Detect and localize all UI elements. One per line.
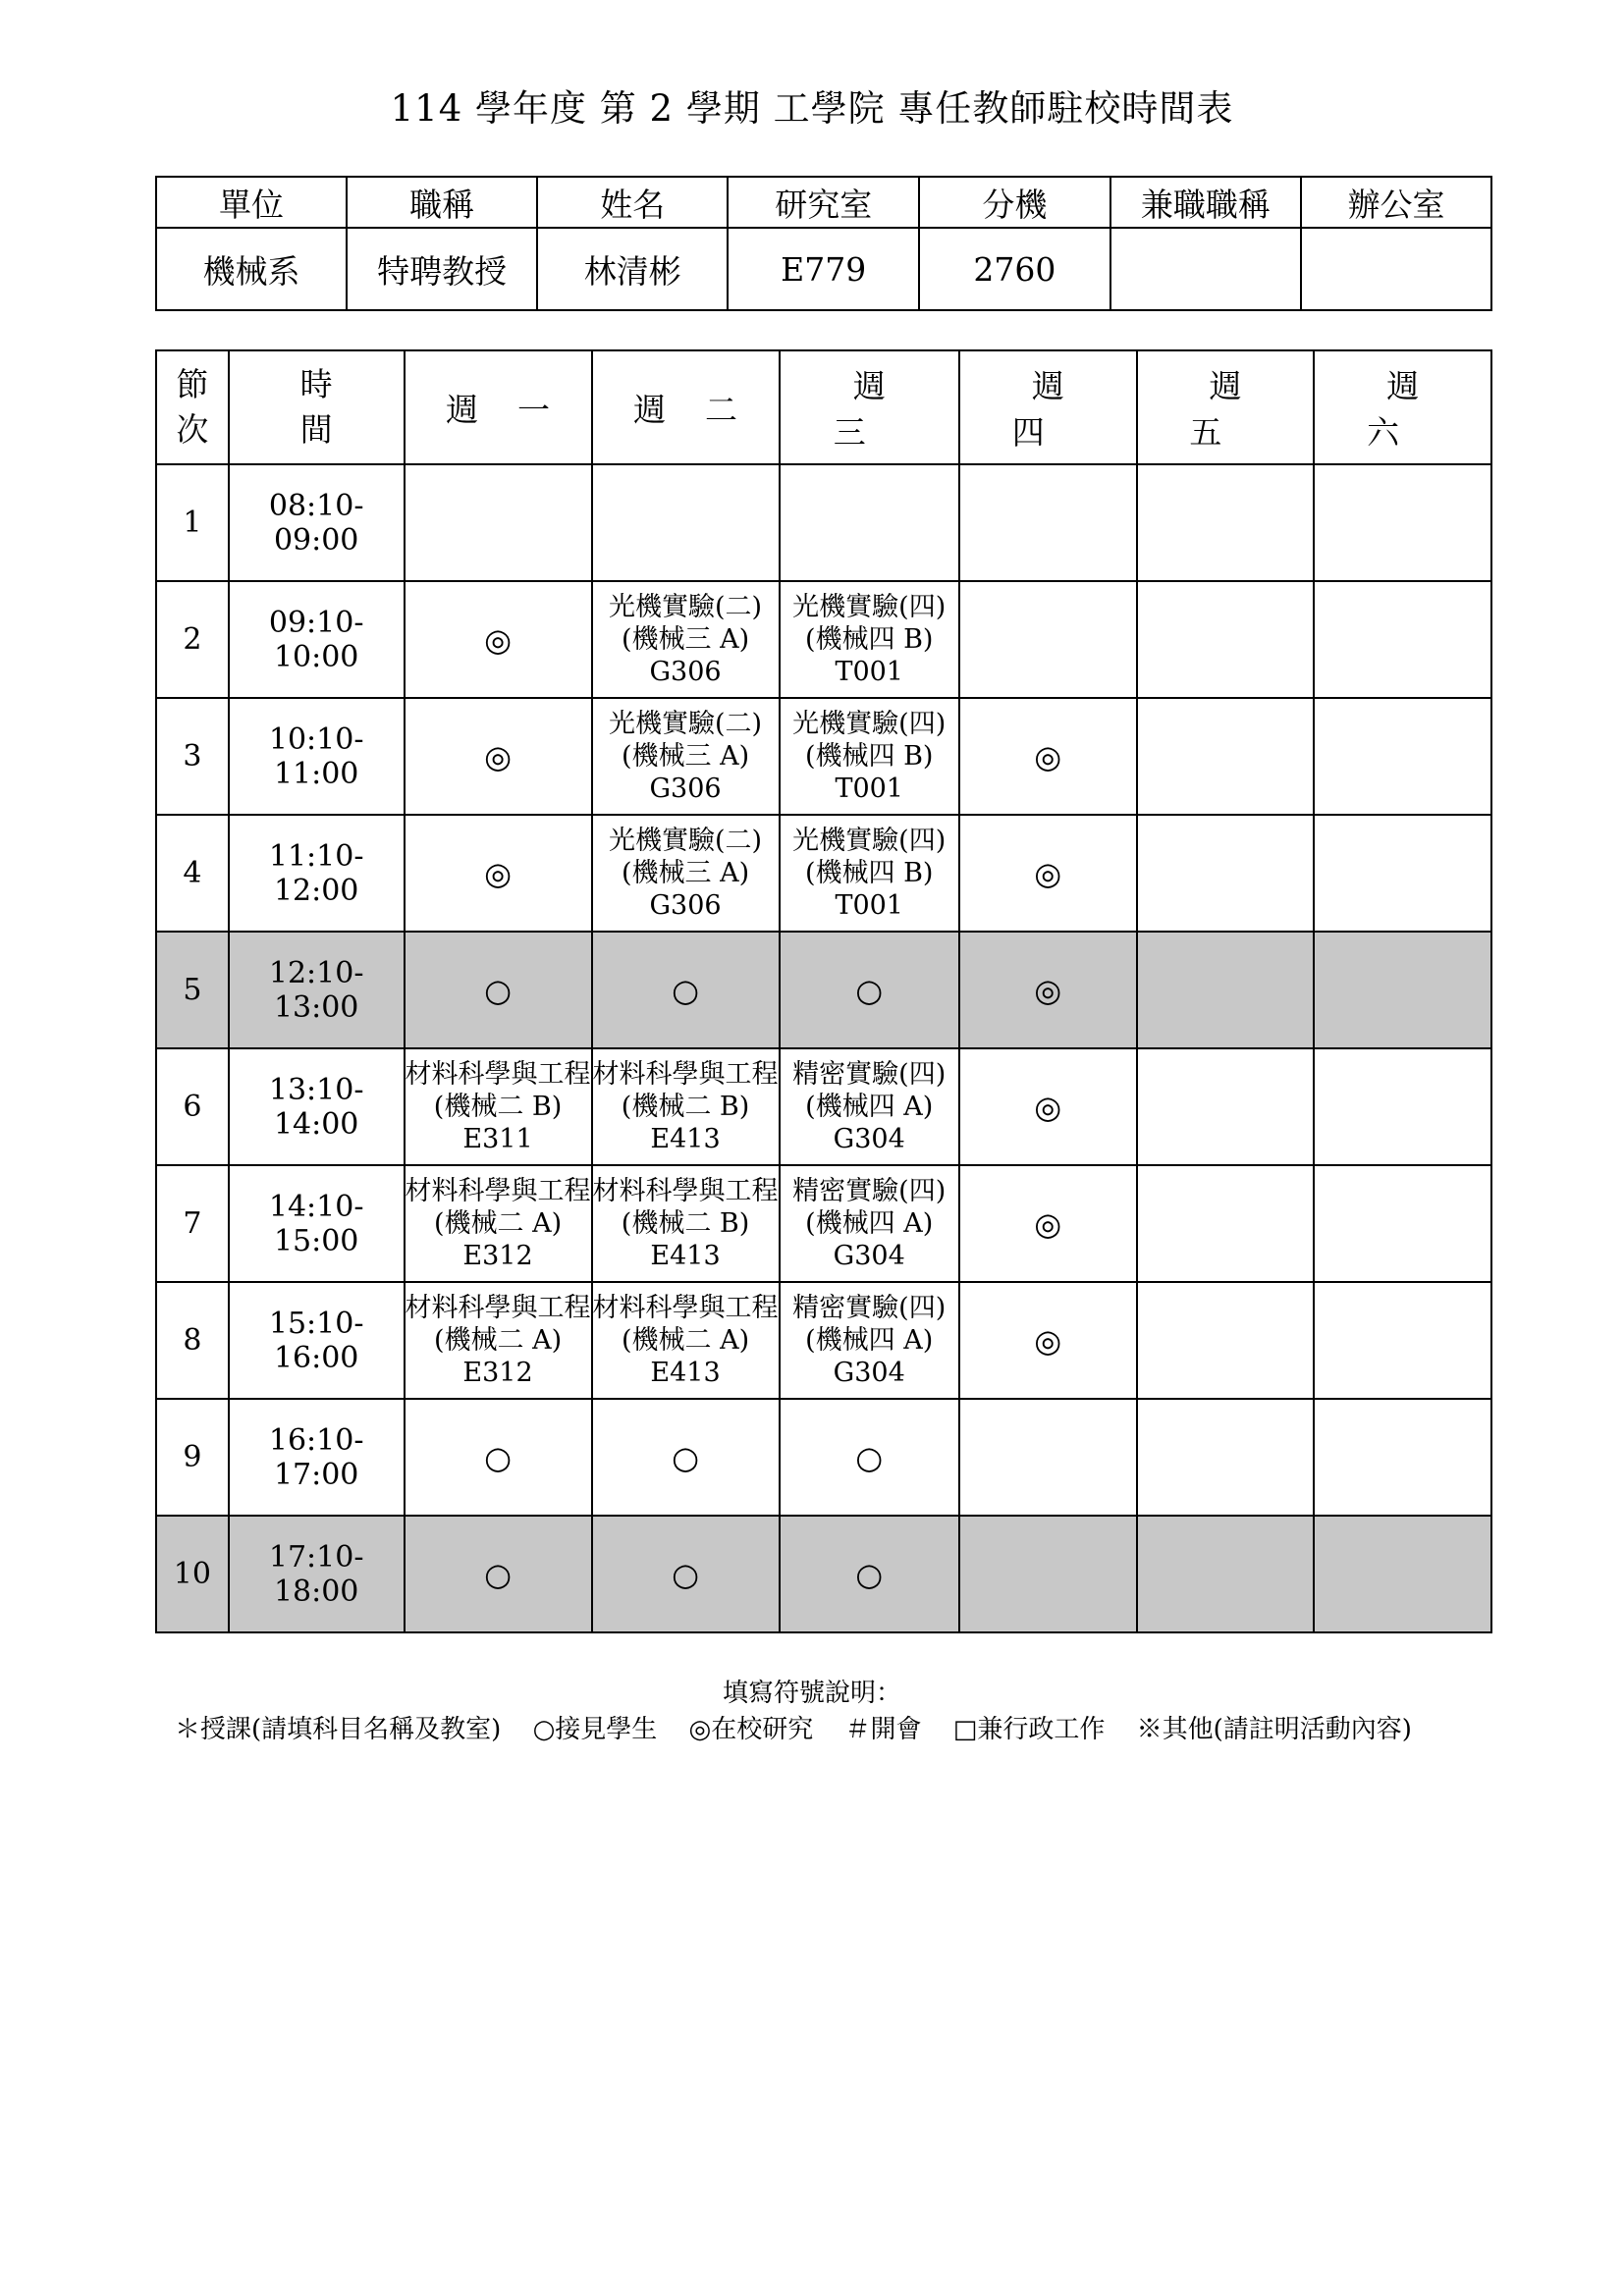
- schedule-mark: ◎: [1034, 971, 1062, 1009]
- schedule-mark: ○: [855, 971, 884, 1009]
- course-room: E312: [462, 1358, 533, 1388]
- info-concurrent-title: [1110, 228, 1301, 310]
- page-title: 114 學年度 第 2 學期 工學院 專任教師駐校時間表: [390, 87, 1234, 130]
- course-class: (機械二 B): [433, 1092, 563, 1122]
- schedule-cell: [959, 698, 1137, 815]
- schedule-cell: [959, 1282, 1137, 1399]
- period-number: 7: [156, 1165, 229, 1282]
- period-time: 15:10-16:00: [229, 1282, 405, 1399]
- info-lab-room: E779: [728, 228, 919, 310]
- schedule-cell: [959, 1399, 1137, 1516]
- schedule-row: [156, 698, 1491, 815]
- course-class: (機械二 B): [621, 1208, 750, 1239]
- legend-title: 填寫符號說明：: [722, 1679, 901, 1708]
- schedule-header-row: [156, 350, 1491, 464]
- info-extension: 2760: [919, 228, 1110, 310]
- schedule-mark: ○: [855, 1438, 884, 1476]
- info-header-cell: 職稱: [347, 177, 537, 228]
- schedule-cell: [1137, 815, 1315, 932]
- period-number: 1: [156, 464, 229, 581]
- info-value-row: [156, 228, 1491, 310]
- schedule-row: [156, 815, 1491, 932]
- course-name: 材料科學與工程: [592, 1059, 779, 1090]
- day-header-thu: 週四: [959, 350, 1137, 464]
- period-time: 10:10-11:00: [229, 698, 405, 815]
- course-entry: [593, 1175, 779, 1272]
- course-class: (機械二 B): [621, 1092, 750, 1122]
- info-header-cell: 分機: [919, 177, 1110, 228]
- course-name: 材料科學與工程: [405, 1059, 591, 1090]
- course-name: 光機實驗(二): [609, 592, 763, 622]
- schedule-cell: [1314, 1516, 1491, 1632]
- schedule-mark: ◎: [484, 737, 512, 775]
- teacher-info-table: [155, 176, 1492, 311]
- schedule-cell: [959, 1048, 1137, 1165]
- schedule-mark: ◎: [1034, 1321, 1062, 1360]
- day-header-fri: 週五: [1137, 350, 1315, 464]
- course-room: G306: [649, 890, 722, 921]
- schedule-cell: [780, 932, 959, 1048]
- course-room: G304: [833, 1358, 905, 1388]
- course-class: (機械三 A): [621, 741, 750, 772]
- course-name: 精密實驗(四): [792, 1293, 947, 1323]
- schedule-cell: [1137, 1282, 1315, 1399]
- schedule-cell: [405, 815, 592, 932]
- legend-item-meeting-students: ○接見學生: [532, 1715, 658, 1744]
- course-entry: [781, 1292, 958, 1389]
- schedule-cell: [780, 815, 959, 932]
- day-header-wed: 週三: [780, 350, 959, 464]
- schedule-row: [156, 1048, 1491, 1165]
- course-room: T001: [835, 890, 903, 921]
- course-entry: [781, 1058, 958, 1155]
- period-time: 12:10-13:00: [229, 932, 405, 1048]
- schedule-row: [156, 1516, 1491, 1632]
- schedule-mark: ◎: [1034, 1088, 1062, 1126]
- schedule-mark: ○: [484, 971, 512, 1009]
- info-header-cell: 姓名: [537, 177, 728, 228]
- schedule-cell: [1314, 1048, 1491, 1165]
- schedule-cell: [1137, 581, 1315, 698]
- schedule-cell: [592, 1516, 780, 1632]
- course-name: 材料科學與工程: [405, 1293, 591, 1323]
- schedule-cell: [405, 1282, 592, 1399]
- schedule-cell: [780, 698, 959, 815]
- period-number: 5: [156, 932, 229, 1048]
- schedule-cell: [1137, 1516, 1315, 1632]
- schedule-cell: [592, 581, 780, 698]
- legend-item-meeting: ＃開會: [844, 1715, 922, 1744]
- schedule-cell: [592, 1165, 780, 1282]
- course-name: 材料科學與工程: [405, 1176, 591, 1206]
- info-department: 機械系: [156, 228, 347, 310]
- schedule-cell: [780, 1282, 959, 1399]
- course-entry: [593, 708, 779, 805]
- course-entry: [781, 825, 958, 922]
- info-header-cell: 單位: [156, 177, 347, 228]
- course-entry: [406, 1175, 591, 1272]
- course-name: 精密實驗(四): [792, 1059, 947, 1090]
- course-room: T001: [835, 774, 903, 804]
- schedule-mark: ○: [672, 971, 699, 1009]
- course-class: (機械四 A): [805, 1092, 934, 1122]
- schedule-cell: [959, 581, 1137, 698]
- course-class: (機械二 A): [433, 1208, 563, 1239]
- course-name: 精密實驗(四): [792, 1176, 947, 1206]
- schedule-cell: [959, 1516, 1137, 1632]
- schedule-cell: [592, 815, 780, 932]
- schedule-mark: ◎: [484, 854, 512, 892]
- schedule-mark: ◎: [1034, 737, 1062, 775]
- period-number: 3: [156, 698, 229, 815]
- schedule-cell: [780, 464, 959, 581]
- period-time: 13:10-14:00: [229, 1048, 405, 1165]
- course-class: (機械三 A): [621, 858, 750, 888]
- schedule-cell: [405, 581, 592, 698]
- course-entry: [593, 1058, 779, 1155]
- schedule-cell: [780, 1399, 959, 1516]
- schedule-row: [156, 932, 1491, 1048]
- course-room: E413: [650, 1241, 721, 1271]
- schedule-cell: [1137, 698, 1315, 815]
- schedule-cell: [1314, 932, 1491, 1048]
- course-class: (機械四 B): [804, 858, 934, 888]
- course-room: E311: [462, 1124, 533, 1154]
- course-class: (機械三 A): [621, 624, 750, 655]
- day-header-mon: 週一: [405, 350, 592, 464]
- course-entry: [781, 708, 958, 805]
- schedule-mark: ◎: [1034, 1204, 1062, 1243]
- info-header-cell: 辦公室: [1301, 177, 1491, 228]
- schedule-cell: [592, 1048, 780, 1165]
- schedule-cell: [1314, 1399, 1491, 1516]
- course-entry: [781, 591, 958, 688]
- schedule-cell: [959, 464, 1137, 581]
- time-header: 時 間: [229, 350, 405, 464]
- period-time: 09:10-10:00: [229, 581, 405, 698]
- schedule-cell: [1137, 1165, 1315, 1282]
- schedule-cell: [1314, 1165, 1491, 1282]
- legend-item-teaching: ＊授課(請填科目名稱及教室): [175, 1715, 502, 1744]
- info-header-row: [156, 177, 1491, 228]
- info-job-title: 特聘教授: [347, 228, 537, 310]
- period-time: 17:10-18:00: [229, 1516, 405, 1632]
- schedule-cell: [1314, 1282, 1491, 1399]
- schedule-cell: [1137, 1048, 1315, 1165]
- schedule-row: [156, 581, 1491, 698]
- info-name: 林清彬: [537, 228, 728, 310]
- schedule-cell: [592, 932, 780, 1048]
- schedule-cell: [780, 1048, 959, 1165]
- schedule-cell: [780, 1516, 959, 1632]
- schedule-cell: [405, 1048, 592, 1165]
- schedule-body: [156, 464, 1491, 1632]
- schedule-row: [156, 1399, 1491, 1516]
- schedule-cell: [1314, 581, 1491, 698]
- schedule-mark: ○: [855, 1555, 884, 1593]
- period-time: 14:10-15:00: [229, 1165, 405, 1282]
- schedule-cell: [592, 698, 780, 815]
- schedule-mark: ◎: [484, 620, 512, 659]
- course-room: G304: [833, 1124, 905, 1154]
- period-header: 節 次: [156, 350, 229, 464]
- course-name: 材料科學與工程: [592, 1293, 779, 1323]
- schedule-cell: [405, 1516, 592, 1632]
- course-name: 光機實驗(四): [792, 592, 947, 622]
- period-number: 10: [156, 1516, 229, 1632]
- schedule-mark: ◎: [1034, 854, 1062, 892]
- course-name: 光機實驗(二): [609, 826, 763, 856]
- schedule-cell: [780, 1165, 959, 1282]
- course-class: (機械四 B): [804, 624, 934, 655]
- course-class: (機械二 A): [621, 1325, 750, 1356]
- schedule-cell: [1137, 932, 1315, 1048]
- schedule-cell: [405, 932, 592, 1048]
- schedule-mark: ○: [484, 1555, 512, 1593]
- period-number: 9: [156, 1399, 229, 1516]
- schedule-row: [156, 1282, 1491, 1399]
- info-office: [1301, 228, 1491, 310]
- course-class: (機械二 A): [433, 1325, 563, 1356]
- course-room: E413: [650, 1358, 721, 1388]
- schedule-mark: ○: [484, 1438, 512, 1476]
- schedule-cell: [1314, 698, 1491, 815]
- schedule-cell: [592, 1399, 780, 1516]
- course-entry: [593, 1292, 779, 1389]
- schedule-cell: [405, 1399, 592, 1516]
- schedule-cell: [959, 932, 1137, 1048]
- schedule-cell: [1314, 815, 1491, 932]
- course-room: T001: [835, 657, 903, 687]
- schedule-cell: [405, 1165, 592, 1282]
- schedule-cell: [780, 581, 959, 698]
- course-room: E312: [462, 1241, 533, 1271]
- course-name: 材料科學與工程: [592, 1176, 779, 1206]
- day-header-sat: 週六: [1314, 350, 1491, 464]
- schedule-row: [156, 464, 1491, 581]
- schedule-row: [156, 1165, 1491, 1282]
- course-entry: [593, 591, 779, 688]
- course-room: G306: [649, 774, 722, 804]
- course-entry: [781, 1175, 958, 1272]
- legend-item-other: ※其他(請註明活動內容): [1136, 1715, 1412, 1744]
- course-room: G306: [649, 657, 722, 687]
- schedule-mark: ○: [672, 1555, 699, 1593]
- course-class: (機械四 B): [804, 741, 934, 772]
- course-name: 光機實驗(四): [792, 709, 947, 739]
- schedule-cell: [959, 815, 1137, 932]
- schedule-cell: [1137, 1399, 1315, 1516]
- schedule-cell: [405, 698, 592, 815]
- legend-item-admin: □兼行政工作: [952, 1715, 1106, 1744]
- period-time: 11:10-12:00: [229, 815, 405, 932]
- course-class: (機械四 A): [805, 1325, 934, 1356]
- day-header-tue: 週二: [592, 350, 780, 464]
- schedule-cell: [405, 464, 592, 581]
- schedule-cell: [1137, 464, 1315, 581]
- schedule-mark: ○: [672, 1438, 699, 1476]
- info-header-cell: 研究室: [728, 177, 919, 228]
- schedule-cell: [1314, 464, 1491, 581]
- legend-item-research: ◎在校研究: [688, 1715, 814, 1744]
- info-header-cell: 兼職職稱: [1110, 177, 1301, 228]
- schedule-cell: [592, 1282, 780, 1399]
- schedule-cell: [592, 464, 780, 581]
- period-time: 08:10-09:00: [229, 464, 405, 581]
- course-name: 光機實驗(四): [792, 826, 947, 856]
- course-entry: [593, 825, 779, 922]
- period-number: 4: [156, 815, 229, 932]
- period-number: 2: [156, 581, 229, 698]
- schedule-cell: [959, 1165, 1137, 1282]
- course-class: (機械四 A): [805, 1208, 934, 1239]
- course-entry: [406, 1058, 591, 1155]
- legend-items: [175, 1709, 1490, 1745]
- course-room: E413: [650, 1124, 721, 1154]
- course-entry: [406, 1292, 591, 1389]
- period-number: 8: [156, 1282, 229, 1399]
- period-number: 6: [156, 1048, 229, 1165]
- course-room: G304: [833, 1241, 905, 1271]
- period-time: 16:10-17:00: [229, 1399, 405, 1516]
- schedule-table: [155, 349, 1492, 1633]
- course-name: 光機實驗(二): [609, 709, 763, 739]
